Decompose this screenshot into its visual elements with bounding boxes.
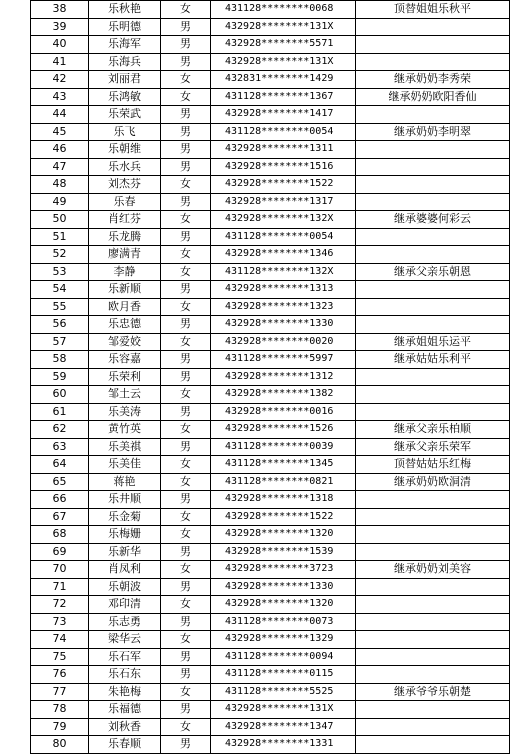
remark-cell bbox=[356, 246, 510, 264]
id-number-cell: 431128********5525 bbox=[211, 683, 356, 701]
person-name-cell: 乐朝维 bbox=[89, 141, 161, 159]
row-number-cell: 47 bbox=[31, 158, 89, 176]
roster-sheet bbox=[30, 0, 509, 754]
table-row bbox=[31, 578, 510, 596]
table-row bbox=[31, 351, 510, 369]
gender-cell: 男 bbox=[161, 351, 211, 369]
row-number-cell: 68 bbox=[31, 526, 89, 544]
person-name-cell: 乐金菊 bbox=[89, 508, 161, 526]
person-name-cell: 乐石东 bbox=[89, 666, 161, 684]
id-number-cell: 432928********1311 bbox=[211, 141, 356, 159]
person-name-cell: 乐井顺 bbox=[89, 491, 161, 509]
table-row bbox=[31, 421, 510, 439]
person-name-cell: 乐新华 bbox=[89, 543, 161, 561]
table-row bbox=[31, 193, 510, 211]
remark-cell bbox=[356, 701, 510, 719]
remark-cell: 继承爷爷乐朝楚 bbox=[356, 683, 510, 701]
gender-cell: 男 bbox=[161, 158, 211, 176]
row-number-cell: 77 bbox=[31, 683, 89, 701]
person-name-cell: 乐新顺 bbox=[89, 281, 161, 299]
row-number-cell: 62 bbox=[31, 421, 89, 439]
remark-cell bbox=[356, 403, 510, 421]
remark-cell: 继承姐姐乐运平 bbox=[356, 333, 510, 351]
remark-cell bbox=[356, 18, 510, 36]
id-number-cell: 432928********1417 bbox=[211, 106, 356, 124]
row-number-cell: 54 bbox=[31, 281, 89, 299]
person-name-cell: 乐明德 bbox=[89, 18, 161, 36]
person-name-cell: 乐海兵 bbox=[89, 53, 161, 71]
id-number-cell: 432928********1329 bbox=[211, 631, 356, 649]
gender-cell: 女 bbox=[161, 508, 211, 526]
remark-cell bbox=[356, 228, 510, 246]
gender-cell: 女 bbox=[161, 456, 211, 474]
gender-cell: 女 bbox=[161, 263, 211, 281]
gender-cell: 男 bbox=[161, 736, 211, 754]
row-number-cell: 41 bbox=[31, 53, 89, 71]
id-number-cell: 432928********1312 bbox=[211, 368, 356, 386]
person-name-cell: 乐飞 bbox=[89, 123, 161, 141]
gender-cell: 男 bbox=[161, 141, 211, 159]
table-row bbox=[31, 543, 510, 561]
row-number-cell: 70 bbox=[31, 561, 89, 579]
remark-cell: 继承父亲乐荣军 bbox=[356, 438, 510, 456]
table-row bbox=[31, 141, 510, 159]
person-name-cell: 乐秋艳 bbox=[89, 1, 161, 19]
remark-cell bbox=[356, 158, 510, 176]
id-number-cell: 432928********1516 bbox=[211, 158, 356, 176]
person-name-cell: 李静 bbox=[89, 263, 161, 281]
gender-cell: 女 bbox=[161, 596, 211, 614]
table-row bbox=[31, 596, 510, 614]
person-name-cell: 蒋艳 bbox=[89, 473, 161, 491]
row-number-cell: 44 bbox=[31, 106, 89, 124]
person-name-cell: 黄竹英 bbox=[89, 421, 161, 439]
remark-cell bbox=[356, 578, 510, 596]
remark-cell bbox=[356, 193, 510, 211]
remark-cell bbox=[356, 718, 510, 736]
id-number-cell: 432928********1330 bbox=[211, 578, 356, 596]
remark-cell bbox=[356, 736, 510, 754]
id-number-cell: 432928********1330 bbox=[211, 316, 356, 334]
row-number-cell: 57 bbox=[31, 333, 89, 351]
row-number-cell: 42 bbox=[31, 71, 89, 89]
remark-cell bbox=[356, 666, 510, 684]
row-number-cell: 48 bbox=[31, 176, 89, 194]
remark-cell: 继承父亲乐朝恩 bbox=[356, 263, 510, 281]
row-number-cell: 59 bbox=[31, 368, 89, 386]
gender-cell: 女 bbox=[161, 683, 211, 701]
remark-cell bbox=[356, 526, 510, 544]
id-number-cell: 432928********1320 bbox=[211, 596, 356, 614]
gender-cell: 男 bbox=[161, 491, 211, 509]
id-number-cell: 432928********1522 bbox=[211, 176, 356, 194]
person-name-cell: 朱艳梅 bbox=[89, 683, 161, 701]
id-number-cell: 432928********1318 bbox=[211, 491, 356, 509]
gender-cell: 男 bbox=[161, 403, 211, 421]
gender-cell: 男 bbox=[161, 316, 211, 334]
table-row bbox=[31, 333, 510, 351]
row-number-cell: 79 bbox=[31, 718, 89, 736]
remark-cell: 继承奶奶欧洞清 bbox=[356, 473, 510, 491]
row-number-cell: 66 bbox=[31, 491, 89, 509]
id-number-cell: 432928********0020 bbox=[211, 333, 356, 351]
table-row bbox=[31, 403, 510, 421]
gender-cell: 男 bbox=[161, 613, 211, 631]
table-row bbox=[31, 176, 510, 194]
gender-cell: 男 bbox=[161, 701, 211, 719]
id-number-cell: 432928********132X bbox=[211, 211, 356, 229]
table-row bbox=[31, 526, 510, 544]
person-name-cell: 刘秋香 bbox=[89, 718, 161, 736]
remark-cell bbox=[356, 631, 510, 649]
id-number-cell: 431128********0094 bbox=[211, 648, 356, 666]
row-number-cell: 45 bbox=[31, 123, 89, 141]
row-number-cell: 61 bbox=[31, 403, 89, 421]
gender-cell: 女 bbox=[161, 421, 211, 439]
table-row bbox=[31, 438, 510, 456]
row-number-cell: 46 bbox=[31, 141, 89, 159]
person-name-cell: 乐朝波 bbox=[89, 578, 161, 596]
gender-cell: 男 bbox=[161, 193, 211, 211]
gender-cell: 男 bbox=[161, 36, 211, 54]
row-number-cell: 49 bbox=[31, 193, 89, 211]
person-name-cell: 乐美佳 bbox=[89, 456, 161, 474]
row-number-cell: 73 bbox=[31, 613, 89, 631]
person-name-cell: 刘丽君 bbox=[89, 71, 161, 89]
person-name-cell: 肖红芬 bbox=[89, 211, 161, 229]
gender-cell: 女 bbox=[161, 211, 211, 229]
table-row bbox=[31, 158, 510, 176]
id-number-cell: 432928********131X bbox=[211, 701, 356, 719]
person-name-cell: 乐荣武 bbox=[89, 106, 161, 124]
remark-cell bbox=[356, 543, 510, 561]
gender-cell: 女 bbox=[161, 88, 211, 106]
remark-cell: 继承奶奶李秀荣 bbox=[356, 71, 510, 89]
table-row bbox=[31, 211, 510, 229]
person-name-cell: 乐美祺 bbox=[89, 438, 161, 456]
remark-cell: 顶替姑姑乐红梅 bbox=[356, 456, 510, 474]
roster-table-body bbox=[31, 1, 510, 754]
table-row bbox=[31, 263, 510, 281]
gender-cell: 男 bbox=[161, 648, 211, 666]
remark-cell bbox=[356, 298, 510, 316]
remark-cell bbox=[356, 386, 510, 404]
table-row bbox=[31, 666, 510, 684]
row-number-cell: 75 bbox=[31, 648, 89, 666]
remark-cell: 继承奶奶刘美容 bbox=[356, 561, 510, 579]
id-number-cell: 431128********1367 bbox=[211, 88, 356, 106]
id-number-cell: 432928********1313 bbox=[211, 281, 356, 299]
person-name-cell: 梁华云 bbox=[89, 631, 161, 649]
gender-cell: 女 bbox=[161, 298, 211, 316]
remark-cell bbox=[356, 176, 510, 194]
id-number-cell: 432928********131X bbox=[211, 53, 356, 71]
id-number-cell: 432928********1331 bbox=[211, 736, 356, 754]
person-name-cell: 肖凤利 bbox=[89, 561, 161, 579]
gender-cell: 女 bbox=[161, 176, 211, 194]
row-number-cell: 64 bbox=[31, 456, 89, 474]
person-name-cell: 欧月香 bbox=[89, 298, 161, 316]
remark-cell: 继承婆婆何彩云 bbox=[356, 211, 510, 229]
person-name-cell: 乐荣利 bbox=[89, 368, 161, 386]
remark-cell: 继承姑姑乐利平 bbox=[356, 351, 510, 369]
person-name-cell: 廖满青 bbox=[89, 246, 161, 264]
table-row bbox=[31, 648, 510, 666]
row-number-cell: 69 bbox=[31, 543, 89, 561]
id-number-cell: 431128********132X bbox=[211, 263, 356, 281]
id-number-cell: 432928********1323 bbox=[211, 298, 356, 316]
gender-cell: 女 bbox=[161, 561, 211, 579]
gender-cell: 女 bbox=[161, 71, 211, 89]
gender-cell: 女 bbox=[161, 333, 211, 351]
row-number-cell: 71 bbox=[31, 578, 89, 596]
id-number-cell: 432928********1522 bbox=[211, 508, 356, 526]
person-name-cell: 乐美涛 bbox=[89, 403, 161, 421]
row-number-cell: 43 bbox=[31, 88, 89, 106]
table-row bbox=[31, 36, 510, 54]
row-number-cell: 50 bbox=[31, 211, 89, 229]
table-row bbox=[31, 281, 510, 299]
person-name-cell: 邓印清 bbox=[89, 596, 161, 614]
table-row bbox=[31, 228, 510, 246]
gender-cell: 男 bbox=[161, 438, 211, 456]
remark-cell bbox=[356, 281, 510, 299]
id-number-cell: 432831********1429 bbox=[211, 71, 356, 89]
gender-cell: 女 bbox=[161, 246, 211, 264]
gender-cell: 男 bbox=[161, 53, 211, 71]
table-row bbox=[31, 508, 510, 526]
row-number-cell: 67 bbox=[31, 508, 89, 526]
table-row bbox=[31, 123, 510, 141]
remark-cell bbox=[356, 491, 510, 509]
row-number-cell: 53 bbox=[31, 263, 89, 281]
id-number-cell: 432928********1320 bbox=[211, 526, 356, 544]
remark-cell: 继承奶奶欧阳香仙 bbox=[356, 88, 510, 106]
roster-table bbox=[30, 0, 510, 754]
row-number-cell: 63 bbox=[31, 438, 89, 456]
id-number-cell: 431128********0073 bbox=[211, 613, 356, 631]
remark-cell bbox=[356, 596, 510, 614]
remark-cell: 继承父亲乐柏顺 bbox=[356, 421, 510, 439]
id-number-cell: 431128********0068 bbox=[211, 1, 356, 19]
id-number-cell: 431128********1345 bbox=[211, 456, 356, 474]
id-number-cell: 432928********1347 bbox=[211, 718, 356, 736]
table-row bbox=[31, 368, 510, 386]
id-number-cell: 432928********1539 bbox=[211, 543, 356, 561]
table-row bbox=[31, 613, 510, 631]
id-number-cell: 431128********0115 bbox=[211, 666, 356, 684]
table-row bbox=[31, 316, 510, 334]
gender-cell: 男 bbox=[161, 543, 211, 561]
id-number-cell: 432928********5571 bbox=[211, 36, 356, 54]
gender-cell: 男 bbox=[161, 666, 211, 684]
person-name-cell: 乐石军 bbox=[89, 648, 161, 666]
row-number-cell: 52 bbox=[31, 246, 89, 264]
person-name-cell: 乐鸿敏 bbox=[89, 88, 161, 106]
gender-cell: 女 bbox=[161, 1, 211, 19]
row-number-cell: 76 bbox=[31, 666, 89, 684]
table-row bbox=[31, 701, 510, 719]
person-name-cell: 乐福德 bbox=[89, 701, 161, 719]
person-name-cell: 乐春 bbox=[89, 193, 161, 211]
person-name-cell: 乐海军 bbox=[89, 36, 161, 54]
gender-cell: 男 bbox=[161, 578, 211, 596]
remark-cell bbox=[356, 316, 510, 334]
person-name-cell: 乐水兵 bbox=[89, 158, 161, 176]
table-row bbox=[31, 491, 510, 509]
row-number-cell: 55 bbox=[31, 298, 89, 316]
gender-cell: 男 bbox=[161, 106, 211, 124]
gender-cell: 男 bbox=[161, 18, 211, 36]
table-row bbox=[31, 561, 510, 579]
id-number-cell: 431128********0821 bbox=[211, 473, 356, 491]
table-row bbox=[31, 473, 510, 491]
table-row bbox=[31, 718, 510, 736]
remark-cell bbox=[356, 648, 510, 666]
row-number-cell: 51 bbox=[31, 228, 89, 246]
gender-cell: 女 bbox=[161, 631, 211, 649]
table-row bbox=[31, 106, 510, 124]
person-name-cell: 乐忠德 bbox=[89, 316, 161, 334]
gender-cell: 女 bbox=[161, 718, 211, 736]
row-number-cell: 39 bbox=[31, 18, 89, 36]
gender-cell: 男 bbox=[161, 123, 211, 141]
table-row bbox=[31, 246, 510, 264]
table-row bbox=[31, 683, 510, 701]
table-row bbox=[31, 18, 510, 36]
row-number-cell: 40 bbox=[31, 36, 89, 54]
remark-cell bbox=[356, 508, 510, 526]
table-row bbox=[31, 298, 510, 316]
remark-cell: 顶替姐姐乐秋平 bbox=[356, 1, 510, 19]
person-name-cell: 邹爱姣 bbox=[89, 333, 161, 351]
table-row bbox=[31, 71, 510, 89]
id-number-cell: 431128********0054 bbox=[211, 228, 356, 246]
remark-cell bbox=[356, 53, 510, 71]
row-number-cell: 38 bbox=[31, 1, 89, 19]
person-name-cell: 乐龙腾 bbox=[89, 228, 161, 246]
row-number-cell: 56 bbox=[31, 316, 89, 334]
remark-cell bbox=[356, 36, 510, 54]
id-number-cell: 431128********0054 bbox=[211, 123, 356, 141]
table-row bbox=[31, 456, 510, 474]
row-number-cell: 80 bbox=[31, 736, 89, 754]
person-name-cell: 乐梅姗 bbox=[89, 526, 161, 544]
table-row bbox=[31, 631, 510, 649]
person-name-cell: 乐春顺 bbox=[89, 736, 161, 754]
row-number-cell: 60 bbox=[31, 386, 89, 404]
person-name-cell: 乐容嘉 bbox=[89, 351, 161, 369]
row-number-cell: 72 bbox=[31, 596, 89, 614]
remark-cell bbox=[356, 368, 510, 386]
person-name-cell: 刘杰芬 bbox=[89, 176, 161, 194]
table-row bbox=[31, 53, 510, 71]
remark-cell bbox=[356, 141, 510, 159]
id-number-cell: 432928********0016 bbox=[211, 403, 356, 421]
remark-cell bbox=[356, 106, 510, 124]
remark-cell bbox=[356, 613, 510, 631]
id-number-cell: 432928********1526 bbox=[211, 421, 356, 439]
table-row bbox=[31, 386, 510, 404]
gender-cell: 女 bbox=[161, 526, 211, 544]
table-row bbox=[31, 736, 510, 754]
id-number-cell: 432928********1346 bbox=[211, 246, 356, 264]
gender-cell: 男 bbox=[161, 368, 211, 386]
gender-cell: 女 bbox=[161, 473, 211, 491]
table-row bbox=[31, 88, 510, 106]
id-number-cell: 432928********131X bbox=[211, 18, 356, 36]
person-name-cell: 乐志勇 bbox=[89, 613, 161, 631]
person-name-cell: 邹土云 bbox=[89, 386, 161, 404]
gender-cell: 男 bbox=[161, 228, 211, 246]
row-number-cell: 65 bbox=[31, 473, 89, 491]
id-number-cell: 432928********3723 bbox=[211, 561, 356, 579]
id-number-cell: 431128********5997 bbox=[211, 351, 356, 369]
gender-cell: 男 bbox=[161, 281, 211, 299]
gender-cell: 女 bbox=[161, 386, 211, 404]
row-number-cell: 74 bbox=[31, 631, 89, 649]
id-number-cell: 431128********0039 bbox=[211, 438, 356, 456]
table-row bbox=[31, 1, 510, 19]
id-number-cell: 432928********1317 bbox=[211, 193, 356, 211]
row-number-cell: 58 bbox=[31, 351, 89, 369]
row-number-cell: 78 bbox=[31, 701, 89, 719]
remark-cell: 继承奶奶李明翠 bbox=[356, 123, 510, 141]
id-number-cell: 432928********1382 bbox=[211, 386, 356, 404]
